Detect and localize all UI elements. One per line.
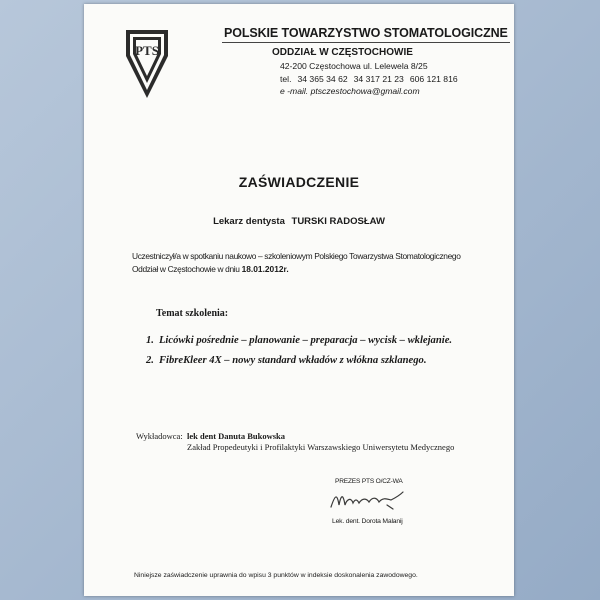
phone-numbers (280, 74, 464, 84)
phone-1: 34 365 34 62 (297, 74, 348, 84)
email-address: ptsczestochowa@gmail.com (310, 86, 420, 96)
recipient-line (84, 216, 514, 227)
recipient-prefix: Lekarz dentysta (213, 216, 285, 227)
email-line (280, 86, 420, 96)
header-divider (222, 42, 510, 43)
recipient-name: TURSKI RADOSŁAW (291, 216, 385, 227)
phone-prefix: tel. (280, 74, 292, 84)
phone-3: 606 121 816 (409, 74, 458, 84)
topic-text: Licówki pośrednie – planowanie – preparacja – wycisk – wklejanie. (158, 335, 453, 346)
signature-icon (327, 487, 407, 513)
topic-number: 1. (146, 335, 154, 346)
signatory-name: Lek. dent. Dorota Malanij (332, 518, 403, 525)
lecturer-label: Wykładowca: (136, 431, 183, 441)
branch-name: ODDZIAŁ W CZĘSTOCHOWIE (272, 47, 413, 58)
list-item (146, 331, 506, 351)
training-date: 18.01.2012r. (241, 264, 289, 274)
participation-statement (132, 250, 482, 276)
lecturer-department: Zakład Propedeutyki i Profilaktyki Warszawskiego Uniwersytetu Medycznego (187, 442, 455, 452)
topic-number: 2. (146, 355, 154, 366)
phone-2: 34 317 21 23 (353, 74, 404, 84)
list-item (146, 351, 506, 371)
lecturer-name: lek dent Danuta Bukowska (187, 431, 286, 441)
participation-text: Uczestniczył/a w spotkaniu naukowo – szkoleniowym Polskiego Towarzystwa Stomatologicznego Oddział w Częstochowie w dniu (132, 251, 461, 274)
email-label: e -mail. (280, 86, 309, 96)
topic-text: FibreKleer 4X – nowy standard wkładów z włókna szklanego. (158, 355, 427, 366)
certificate-title: ZAŚWIADCZENIE (238, 174, 360, 190)
topic-list (146, 331, 506, 371)
logo-text: PTS (135, 43, 159, 58)
topic-label: Temat szkolenia: (156, 308, 229, 319)
signatory-title: PREZES PTS O/CZ-WA (335, 478, 403, 485)
footer-note: Niniejsze zaświadczenie uprawnia do wpisu 3 punktów w indeksie doskonalenia zawodowego. (134, 572, 418, 579)
certificate-page (84, 4, 514, 596)
organization-name: POLSKIE TOWARZYSTWO STOMATOLOGICZNE (224, 26, 508, 40)
branch-address: 42-200 Częstochowa ul. Lelewela 8/25 (280, 61, 428, 71)
pts-logo-icon (124, 28, 170, 100)
